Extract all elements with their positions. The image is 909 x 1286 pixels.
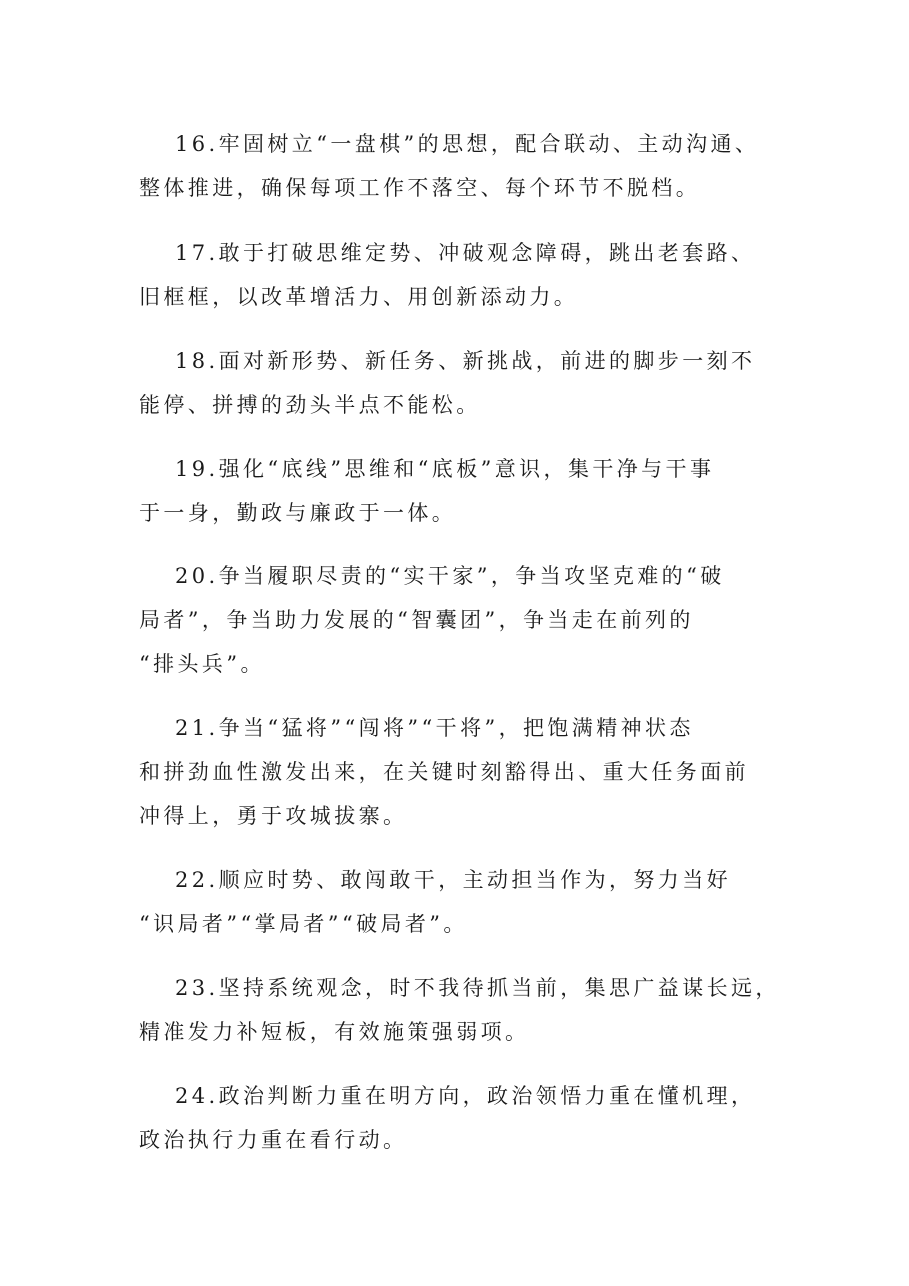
paragraph-line: 整体推进，确保每项工作不落空、每个环节不脱档。 bbox=[139, 176, 701, 200]
paragraph-16 bbox=[139, 122, 789, 210]
paragraph-17 bbox=[139, 231, 789, 319]
paragraph-24 bbox=[139, 1074, 789, 1162]
paragraph-line: 18.面对新形势、新任务、新挑战，前进的脚步一刻不 bbox=[175, 349, 756, 373]
paragraph-line: 23.坚持系统观念，时不我待抓当前，集思广益谋长远， bbox=[175, 976, 780, 1000]
paragraph-line: 20.争当履职尽责的“实干家”，争当攻坚克难的“破 bbox=[175, 564, 725, 588]
paragraph-line: 精准发力补短板，有效施策强弱项。 bbox=[139, 1020, 530, 1044]
paragraph-line: 能停、拼搏的劲头半点不能松。 bbox=[139, 393, 481, 417]
paragraph-line: 16.牢固树立“一盘棋”的思想，配合联动、主动沟通、 bbox=[175, 132, 760, 156]
paragraph-line: 和拼劲血性激发出来，在关键时刻豁得出、重大任务面前 bbox=[139, 760, 749, 784]
paragraph-line: 21.争当“猛将”“闯将”“干将”，把饱满精神状态 bbox=[175, 716, 694, 740]
paragraph-20 bbox=[139, 554, 789, 686]
paragraph-line: 局者”，争当助力发展的“智囊团”，争当走在前列的 bbox=[139, 608, 694, 632]
paragraph-line: “排头兵”。 bbox=[139, 652, 265, 676]
paragraph-line: 17.敢于打破思维定势、冲破观念障碍，跳出老套路、 bbox=[175, 241, 756, 265]
paragraph-line: 24.政治判断力重在明方向，政治领悟力重在懂机理， bbox=[175, 1084, 756, 1108]
paragraph-22 bbox=[139, 858, 789, 946]
paragraph-18 bbox=[139, 339, 789, 427]
paragraph-line: 冲得上，勇于攻城拔寨。 bbox=[139, 804, 408, 828]
paragraph-line: 旧框框，以改革增活力、用创新添动力。 bbox=[139, 285, 579, 309]
paragraph-21 bbox=[139, 706, 789, 838]
paragraph-line: “识局者”“掌局者”“破局者”。 bbox=[139, 912, 468, 936]
paragraph-line: 22.顺应时势、敢闯敢干，主动担当作为，努力当好 bbox=[175, 868, 731, 892]
paragraph-line: 19.强化“底线”思维和“底板”意识，集干净与干事 bbox=[175, 457, 715, 481]
paragraph-19 bbox=[139, 447, 789, 535]
paragraph-23 bbox=[139, 966, 789, 1054]
paragraph-line: 于一身，勤政与廉政于一体。 bbox=[139, 501, 457, 525]
paragraph-line: 政治执行力重在看行动。 bbox=[139, 1128, 408, 1152]
